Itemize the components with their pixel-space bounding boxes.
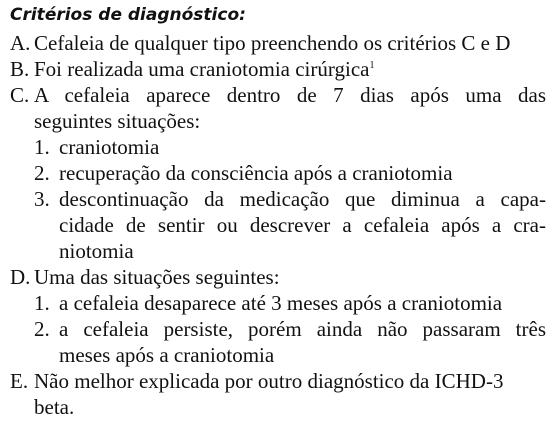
sub-item-number: 2. <box>34 161 50 185</box>
criterion-letter: C. <box>10 83 30 107</box>
sub-item-number: 1. <box>34 135 50 159</box>
sub-item-text: niotomia <box>59 239 134 263</box>
sub-item <box>10 290 546 316</box>
criterion-text: seguintes situações: <box>34 109 201 133</box>
criterion-text: beta. <box>34 395 75 419</box>
footnote-marker: 1 <box>369 60 375 71</box>
sub-item-number: 1. <box>34 291 50 315</box>
sub-item <box>10 134 546 160</box>
sub-item-number: 2. <box>34 317 50 341</box>
criterion-letter: E. <box>10 369 29 393</box>
sub-item <box>10 186 546 264</box>
criteria-document <box>10 3 546 420</box>
sub-item-text: recuperação da consciência após a craniotomia <box>59 161 453 185</box>
criterion-letter: B. <box>10 57 30 81</box>
sub-item-text: cidade de sentir ou descrever a cefaleia após a cra- <box>59 213 546 237</box>
criterion-text: Não melhor explicada por outro diagnóstico da ICHD-3 <box>34 369 504 393</box>
criterion-a <box>10 30 546 56</box>
criterion-text: Cefaleia de qualquer tipo preenchendo os critérios C e D <box>34 31 511 55</box>
sub-item-text: a cefaleia desaparece até 3 meses após a craniotomia <box>59 291 503 315</box>
criterion-b <box>10 56 546 82</box>
sub-item-text: meses após a craniotomia <box>59 343 275 367</box>
criterion-text-body: Foi realizada uma craniotomia cirúrgica <box>34 57 370 81</box>
criterion-d <box>10 264 546 290</box>
sub-item <box>10 160 546 186</box>
sub-item-text: craniotomia <box>59 135 160 159</box>
criterion-c <box>10 82 546 134</box>
criterion-letter: D. <box>10 265 31 289</box>
sub-item-number: 3. <box>34 187 50 211</box>
sub-item-text: a cefaleia persiste, porém ainda não passaram três <box>59 317 546 341</box>
section-heading: Critérios de diagnóstico: <box>10 5 246 25</box>
criterion-letter: A. <box>10 31 31 55</box>
criterion-e <box>10 368 546 420</box>
sub-item-text: descontinuação da medicação que diminua a capa- <box>59 187 546 211</box>
criterion-text <box>34 56 546 82</box>
criterion-text: Uma das situações seguintes: <box>34 265 280 289</box>
criterion-text: A cefaleia aparece dentro de 7 dias após uma das <box>34 83 546 107</box>
sub-item <box>10 316 546 368</box>
